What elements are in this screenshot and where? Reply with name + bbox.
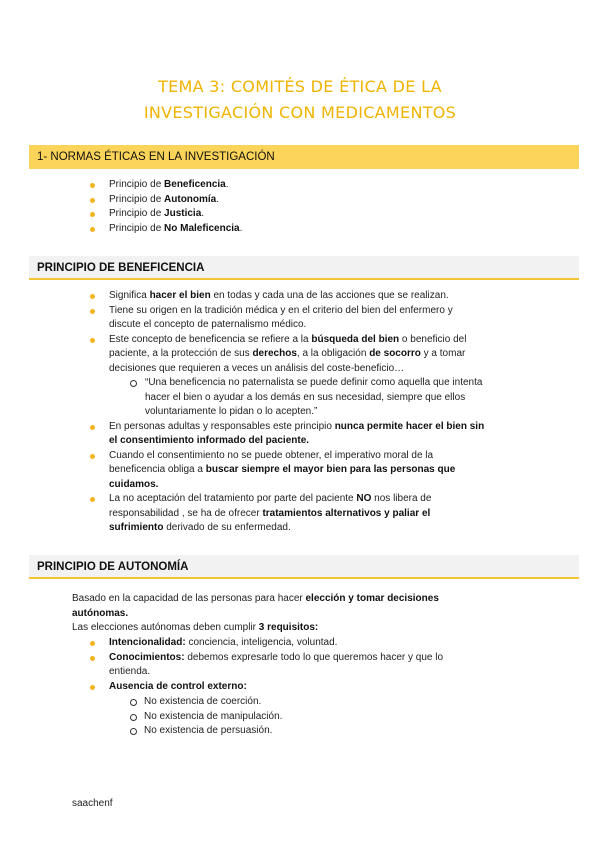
section-heading-beneficencia: PRINCIPIO DE BENEFICENCIA bbox=[29, 256, 579, 280]
list-item: Cuando el consentimiento no se puede obtener, el imperativo moral de la beneficencia obliga a buscar siempre el mayor bien para las personas que cuidamos. bbox=[89, 449, 569, 493]
bullet-icon bbox=[90, 685, 95, 690]
list-item: Principio de Justicia. bbox=[89, 207, 569, 222]
quote-item: “Una beneficencia no paternalista se puede definir como aquella que intenta hacer el bien o ayudar a los demás en sus necesidad, siempre que ellos voluntariamente lo pidan o lo acepten.” bbox=[89, 376, 569, 420]
bullet-icon bbox=[90, 497, 95, 502]
bullet-icon bbox=[90, 425, 95, 430]
list-item: En personas adultas y responsables este principio nunca permite hacer el bien sin el consentimiento informado del paciente. bbox=[89, 420, 569, 449]
circle-bullet-icon bbox=[130, 714, 137, 721]
title-line-1: TEMA 3: COMITÉS DE ÉTICA DE LA bbox=[158, 77, 442, 96]
page-title bbox=[0, 74, 600, 126]
requisitos-list bbox=[89, 636, 569, 694]
list-item: Significa hacer el bien en todas y cada una de las acciones que se realizan. bbox=[89, 289, 569, 304]
list-item: Tiene su origen en la tradición médica y en el criterio del bien del enfermero y discute el concepto de paternalismo médico. bbox=[89, 304, 569, 333]
autonomia-intro: Basado en la capacidad de las personas para hacer elección y tomar decisiones autónomas. Las elecciones autónomas deben cumplir 3 requisitos: bbox=[72, 593, 439, 633]
bullet-icon bbox=[90, 656, 95, 661]
circle-bullet-icon bbox=[130, 380, 137, 387]
bullet-icon bbox=[90, 294, 95, 299]
sub-requisitos-list bbox=[89, 695, 569, 739]
list-item: Principio de Beneficencia. bbox=[89, 178, 569, 193]
bullet-icon bbox=[90, 454, 95, 459]
circle-bullet-icon bbox=[130, 699, 137, 706]
list-item: Este concepto de beneficencia se refiere a la búsqueda del bien o beneficio del paciente, a la protección de sus derechos, a la obligación de socorro y a tomar decisiones que requieren a veces un análisis del coste-beneficio… bbox=[89, 333, 569, 377]
list-item: Principio de No Maleficencia. bbox=[89, 222, 569, 237]
bullet-icon bbox=[90, 183, 95, 188]
list-item: No existencia de persuasión. bbox=[89, 724, 569, 739]
beneficencia-list bbox=[89, 289, 569, 536]
list-item: No existencia de manipulación. bbox=[89, 710, 569, 725]
list-item: Principio de Autonomía. bbox=[89, 193, 569, 208]
list-item: Ausencia de control externo: bbox=[89, 680, 569, 695]
footer-author: saachenf bbox=[72, 798, 113, 809]
list-item: No existencia de coerción. bbox=[89, 695, 569, 710]
bullet-icon bbox=[90, 212, 95, 217]
bullet-icon bbox=[90, 309, 95, 314]
list-item: La no aceptación del tratamiento por parte del paciente NO nos libera de responsabilidad , se ha de ofrecer tratamientos alternativos y paliar el sufrimiento derivado de su enfermedad. bbox=[89, 492, 569, 536]
title-line-2: INVESTIGACIÓN CON MEDICAMENTOS bbox=[143, 103, 457, 122]
bullet-icon bbox=[90, 338, 95, 343]
bullet-icon bbox=[90, 641, 95, 646]
circle-bullet-icon bbox=[130, 728, 137, 735]
section-heading-autonomia: PRINCIPIO DE AUTONOMÍA bbox=[29, 555, 579, 579]
bullet-icon bbox=[90, 227, 95, 232]
bullet-icon bbox=[90, 198, 95, 203]
list-item: Conocimientos: debemos expresarle todo lo que queremos hacer y que lo entienda. bbox=[89, 651, 569, 680]
principles-list bbox=[89, 178, 569, 236]
list-item: Intencionalidad: conciencia, inteligencia, voluntad. bbox=[89, 636, 569, 651]
section-heading-normas: 1- NORMAS ÉTICAS EN LA INVESTIGACIÓN bbox=[29, 145, 579, 169]
